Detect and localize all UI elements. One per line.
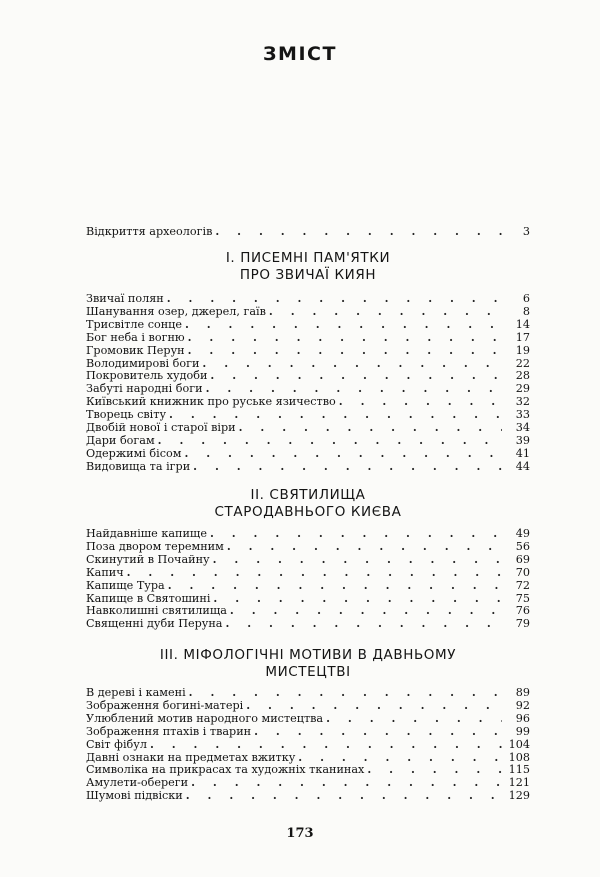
toc-entry bbox=[86, 331, 530, 344]
toc-entry bbox=[86, 604, 530, 617]
toc-entry bbox=[86, 421, 530, 434]
toc-entry-label: Звичаї полян bbox=[86, 292, 164, 305]
toc-entry-label: Шумові підвіски bbox=[86, 789, 183, 803]
toc-entry bbox=[86, 592, 530, 605]
toc-entry-page: 121 bbox=[508, 776, 530, 790]
toc-entry-page: 89 bbox=[515, 686, 530, 699]
toc-entry-page: 129 bbox=[508, 789, 530, 803]
toc-entry bbox=[86, 540, 530, 553]
dot-leader bbox=[210, 369, 502, 382]
toc-entry bbox=[86, 344, 530, 357]
toc-entry-page: 39 bbox=[515, 433, 530, 447]
toc-entry bbox=[86, 382, 530, 395]
toc-entry-page: 33 bbox=[515, 408, 530, 422]
toc-entry bbox=[86, 751, 530, 764]
toc-entry-label: Одержимі бісом bbox=[86, 446, 182, 460]
toc-entry bbox=[86, 763, 530, 776]
toc-entry-label: Священні дуби Перуна bbox=[86, 617, 223, 631]
toc-entry-label: Видовища та ігри bbox=[86, 459, 191, 473]
dot-leader bbox=[169, 408, 502, 421]
toc-entry bbox=[86, 527, 530, 540]
toc-entry-label: Покровитель худоби bbox=[86, 369, 208, 383]
dot-leader bbox=[367, 763, 502, 776]
toc-entry-label: Творець світу bbox=[86, 408, 167, 422]
section-heading-1 bbox=[86, 250, 530, 284]
toc-entry-page: 14 bbox=[515, 317, 530, 331]
dot-leader bbox=[189, 686, 502, 699]
section-heading-line: І. ПИСЕМНІ ПАМ'ЯТКИ bbox=[225, 250, 391, 266]
dot-leader bbox=[254, 725, 502, 738]
dot-leader bbox=[150, 738, 502, 751]
page-number: 173 bbox=[286, 826, 314, 841]
toc-entry-label: Улюблений мотив народного мистецтва bbox=[86, 711, 324, 725]
dot-leader bbox=[227, 540, 502, 553]
toc-entry-page: 28 bbox=[515, 369, 530, 383]
dot-leader bbox=[127, 566, 502, 579]
toc-entry bbox=[86, 292, 530, 305]
section-heading-3 bbox=[86, 647, 530, 681]
toc-entry-intro bbox=[86, 225, 530, 238]
toc-entry-page: 99 bbox=[515, 724, 530, 738]
dot-leader bbox=[158, 434, 502, 447]
toc-entry bbox=[86, 434, 530, 447]
toc-entry-label: Київський книжник про руське язичество bbox=[86, 395, 336, 409]
toc-entry-page: 79 bbox=[515, 617, 530, 631]
toc-entry-label: Дари богам bbox=[86, 433, 155, 447]
section-heading-line: ІІ. СВЯТИЛИЩА bbox=[250, 487, 366, 503]
toc-entry-label: Капич bbox=[86, 565, 124, 579]
toc-entry-label: Трисвітле сонце bbox=[86, 317, 182, 331]
dot-leader bbox=[188, 344, 502, 357]
toc-entry-page: 19 bbox=[515, 343, 530, 357]
section-heading-line: ІІІ. МІФОЛОГІЧНІ МОТИВИ В ДАВНЬОМУ bbox=[159, 647, 457, 663]
dot-leader bbox=[339, 395, 502, 408]
dot-leader bbox=[193, 460, 502, 473]
toc-entry-label: В дереві і камені bbox=[86, 686, 186, 699]
page-title: ЗМІСТ bbox=[263, 43, 337, 65]
toc-entry-label: Поза двором теремним bbox=[86, 539, 224, 553]
toc-entry bbox=[86, 395, 530, 408]
dot-leader bbox=[184, 447, 502, 460]
toc-entry-label: Навколишні святилища bbox=[86, 604, 227, 618]
dot-leader bbox=[188, 331, 502, 344]
toc-entry-label: Зображення богині-матері bbox=[86, 698, 244, 712]
toc-entry-label: Символіка на прикрасах та художніх тканинах bbox=[86, 763, 365, 777]
dot-leader bbox=[298, 751, 502, 764]
toc-entry-page: 56 bbox=[515, 539, 530, 553]
toc-entry-page: 108 bbox=[508, 750, 530, 764]
toc-entry-page: 92 bbox=[515, 698, 530, 712]
dot-leader bbox=[185, 318, 502, 331]
toc-entry-label: Капище в Святошині bbox=[86, 591, 211, 605]
dot-leader bbox=[326, 712, 502, 725]
toc-entry-page: 17 bbox=[515, 330, 530, 344]
section-heading-line: ПРО ЗВИЧАЇ КИЯН bbox=[239, 267, 377, 283]
toc-entry-label: Бог неба і вогню bbox=[86, 330, 185, 344]
toc-entry bbox=[86, 447, 530, 460]
toc-entry bbox=[86, 357, 530, 370]
toc-entry-page: 6 bbox=[522, 292, 530, 305]
toc-entry-label: Амулети-обереги bbox=[86, 776, 189, 790]
toc-entry bbox=[86, 712, 530, 725]
dot-leader bbox=[210, 527, 502, 540]
toc-entry bbox=[86, 579, 530, 592]
toc-entry-label: Забуті народні боги bbox=[86, 382, 203, 396]
dot-leader bbox=[168, 579, 502, 592]
dot-leader bbox=[191, 776, 502, 789]
dot-leader bbox=[202, 357, 502, 370]
toc-entry-label: Найдавніше капище bbox=[86, 527, 207, 540]
section-heading-line: МИСТЕЦТВІ bbox=[265, 664, 351, 680]
toc-entry-page: 44 bbox=[515, 459, 530, 473]
toc-entry bbox=[86, 725, 530, 738]
toc-entry-label: Відкриття археологів bbox=[86, 225, 213, 238]
toc-entry bbox=[86, 686, 530, 699]
toc-entry-page: 41 bbox=[515, 446, 530, 460]
toc-entry bbox=[86, 789, 530, 802]
toc-entry-page: 3 bbox=[522, 225, 530, 238]
toc-entry bbox=[86, 566, 530, 579]
toc-entry-page: 76 bbox=[515, 604, 530, 618]
toc-entry bbox=[86, 305, 530, 318]
toc-entry bbox=[86, 617, 530, 630]
dot-leader bbox=[213, 553, 502, 566]
toc-entry bbox=[86, 318, 530, 331]
toc-entry-page: 32 bbox=[515, 395, 530, 409]
toc-entry-label: Громовик Перун bbox=[86, 343, 185, 357]
toc-entry-label: Скинутий в Почайну bbox=[86, 552, 210, 566]
toc-entry-label: Давні ознаки на предметах вжитку bbox=[86, 750, 296, 764]
toc-entry bbox=[86, 460, 530, 473]
toc-entry-label: Шанування озер, джерел, гаїв bbox=[86, 304, 266, 318]
toc-entry-page: 96 bbox=[515, 711, 530, 725]
toc-entry-page: 29 bbox=[515, 382, 530, 396]
toc-entry bbox=[86, 738, 530, 751]
dot-leader bbox=[186, 789, 502, 802]
toc-entry-page: 75 bbox=[515, 591, 530, 605]
dot-leader bbox=[239, 421, 502, 434]
toc-entry-page: 49 bbox=[515, 527, 530, 540]
section-heading-2 bbox=[86, 487, 530, 521]
toc-entry-label: Капище Тура bbox=[86, 578, 165, 592]
toc-entry-label: Світ фібул bbox=[86, 737, 147, 751]
dot-leader bbox=[167, 292, 502, 305]
dot-leader bbox=[225, 617, 502, 630]
dot-leader bbox=[215, 225, 502, 238]
dot-leader bbox=[246, 699, 502, 712]
toc-entry-page: 8 bbox=[522, 304, 530, 318]
toc-entry-page: 69 bbox=[515, 552, 530, 566]
toc-entry-label: Зображення птахів і тварин bbox=[86, 724, 252, 738]
section-heading-line: СТАРОДАВНЬОГО КИЄВА bbox=[214, 504, 402, 520]
toc-entry bbox=[86, 553, 530, 566]
toc-entry-page: 22 bbox=[515, 356, 530, 370]
dot-leader bbox=[206, 382, 502, 395]
dot-leader bbox=[230, 604, 502, 617]
toc-entry-page: 34 bbox=[515, 421, 530, 434]
dot-leader bbox=[213, 592, 502, 605]
toc-entry-page: 104 bbox=[508, 737, 530, 751]
toc-entry bbox=[86, 776, 530, 789]
toc-entry bbox=[86, 699, 530, 712]
toc-entry-label: Володимирові боги bbox=[86, 356, 200, 370]
toc-entry-page: 72 bbox=[515, 578, 530, 592]
toc-entry-page: 70 bbox=[515, 565, 530, 579]
toc-entry-label: Двобій нової і старої віри bbox=[86, 421, 236, 434]
toc-entry-page: 115 bbox=[508, 763, 530, 777]
dot-leader bbox=[269, 305, 502, 318]
toc-entry bbox=[86, 369, 530, 382]
toc-entry bbox=[86, 408, 530, 421]
